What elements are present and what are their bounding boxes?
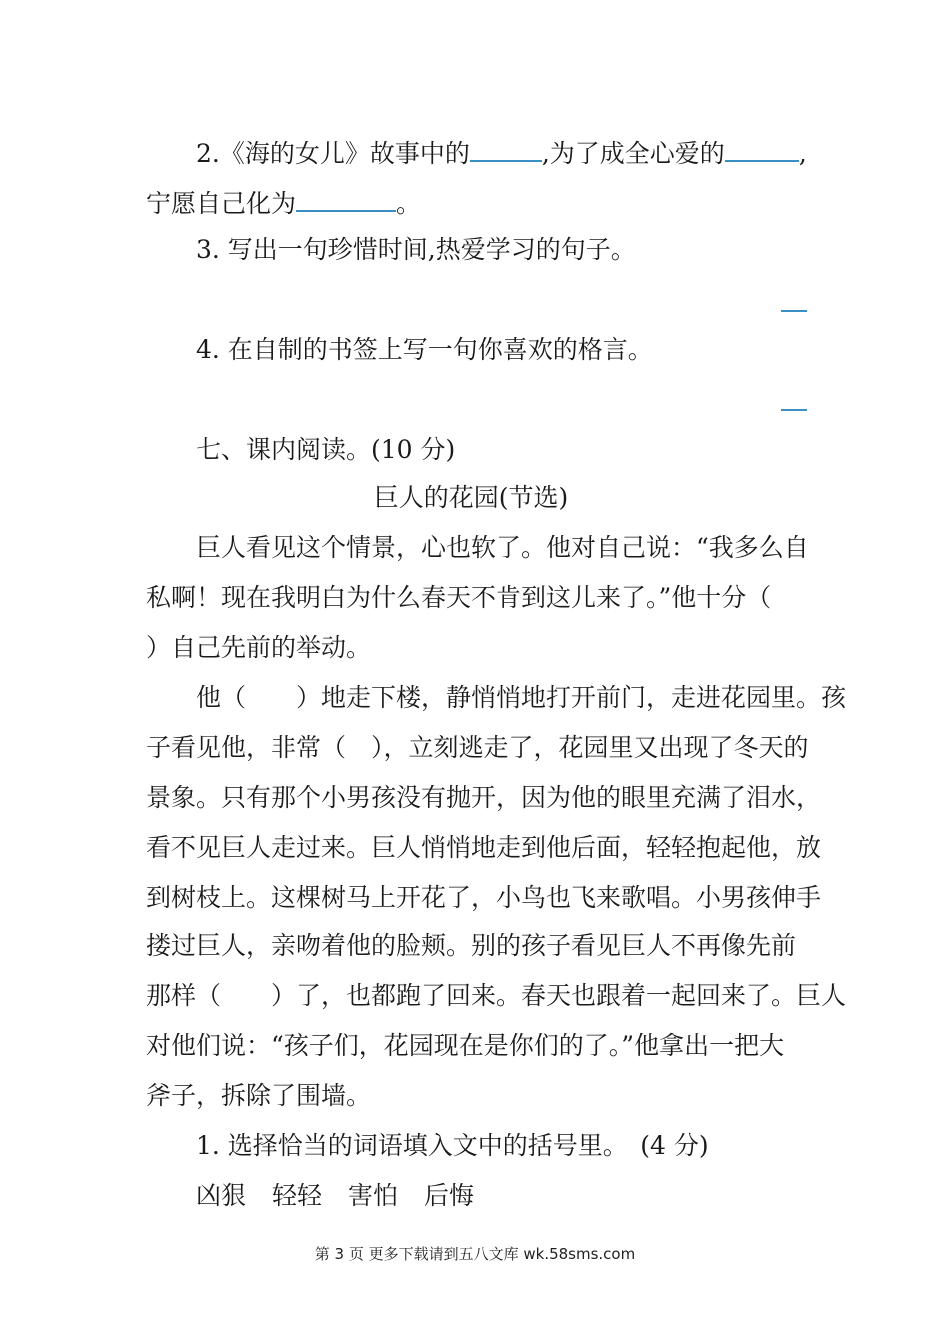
question-2-line-2 xyxy=(146,184,816,220)
answer-line-q4[interactable] xyxy=(781,409,807,411)
passage-line: 私啊！现在我明白为什么春天不肯到这儿来了。”他十分（ xyxy=(146,583,772,612)
answer-line-q3[interactable] xyxy=(781,310,807,312)
word-bank-item: 害怕 xyxy=(348,1181,399,1210)
question-2-line-1 xyxy=(196,134,866,170)
passage-line: 那样（ ）了，也都跑了回来。春天也跟着一起回来了。巨人 xyxy=(146,981,847,1010)
passage-line: 到树枝上。这棵树马上开花了，小鸟也飞来歌唱。小男孩伸手 xyxy=(146,883,822,912)
passage-title: 巨人的花园(节选) xyxy=(373,483,569,512)
passage-line: 看不见巨人走过来。巨人悄悄地走到他后面，轻轻抱起他，放 xyxy=(146,833,822,862)
passage-line: 斧子，拆除了围墙。 xyxy=(146,1081,372,1110)
page-footer: 第 3 页 更多下载请到五八文库 wk.58sms.com xyxy=(314,1245,636,1263)
word-bank-item: 凶狠 xyxy=(196,1181,247,1210)
passage-line: 景象。只有那个小男孩没有抛开，因为他的眼里充满了泪水， xyxy=(146,783,822,812)
section-7-heading: 七、课内阅读。(10 分) xyxy=(196,435,456,464)
question-4: 4. 在自制的书签上写一句你喜欢的格言。 xyxy=(196,335,653,364)
question-2-text-c: , xyxy=(798,139,807,168)
question-2-text-d: 宁愿自己化为 xyxy=(146,189,297,218)
word-bank-item: 后悔 xyxy=(424,1181,475,1210)
passage-line: 子看见他，非常（ ），立刻逃走了，花园里又出现了冬天的 xyxy=(146,733,809,762)
question-2-text-e: 。 xyxy=(396,189,422,218)
passage-line: 他（ ）地走下楼，静悄悄地打开前门，走进花园里。孩 xyxy=(196,683,847,712)
passage-line: 搂过巨人，亲吻着他的脸颊。别的孩子看见巨人不再像先前 xyxy=(146,931,797,960)
fill-blank-1[interactable] xyxy=(470,134,542,162)
word-bank xyxy=(196,1180,866,1212)
passage-line: 对他们说：“孩子们，花园现在是你们的了。”他拿出一把大 xyxy=(146,1031,785,1060)
question-2-text-a: 2.《海的女儿》故事中的 xyxy=(196,139,470,168)
fill-blank-3[interactable] xyxy=(296,184,396,212)
question-2-text-b: ,为了成全心爱的 xyxy=(541,139,725,168)
question-3: 3. 写出一句珍惜时间,热爱学习的句子。 xyxy=(196,235,636,264)
passage-line: 巨人看见这个情景，心也软了。他对自己说：“我多么自 xyxy=(196,533,809,562)
question-7-1: 1. 选择恰当的词语填入文中的括号里。 (4 分) xyxy=(196,1131,709,1160)
fill-blank-2[interactable] xyxy=(725,134,799,162)
word-bank-item: 轻轻 xyxy=(272,1181,323,1210)
passage-line: ）自己先前的举动。 xyxy=(146,633,372,662)
